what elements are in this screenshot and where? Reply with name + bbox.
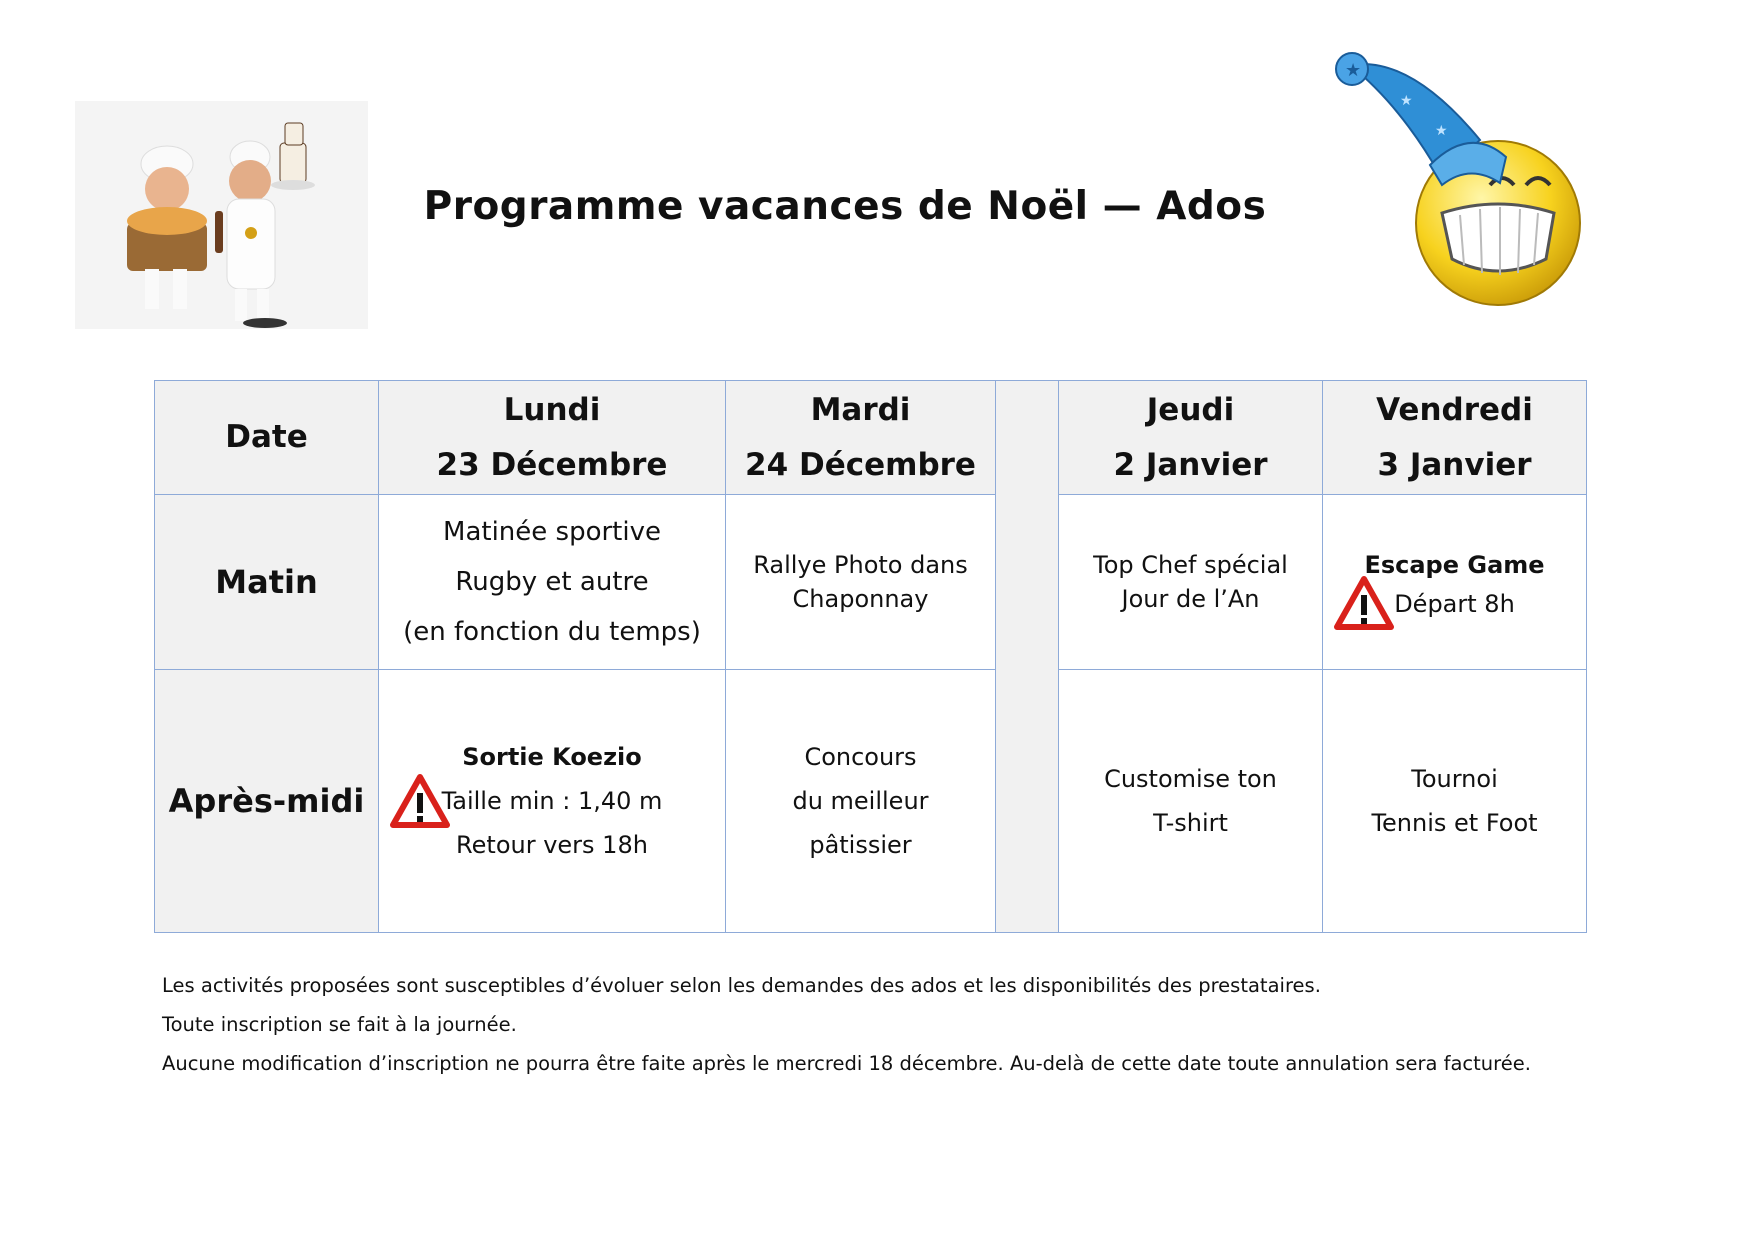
activity-line: Taille min : 1,40 m — [441, 787, 663, 815]
apres-midi-row — [155, 670, 1587, 933]
day-date: 2 Janvier — [1113, 446, 1268, 483]
activity-title: Escape Game — [1364, 551, 1545, 579]
warning-triangle-icon — [1333, 575, 1395, 631]
activity-line: pâtissier — [809, 831, 912, 859]
svg-text:★: ★ — [1345, 60, 1362, 81]
warning-line — [1323, 587, 1586, 621]
activity-line: T-shirt — [1153, 809, 1228, 837]
row-label-apres-midi: Après-midi — [155, 670, 379, 933]
activity-line: Tournoi — [1411, 765, 1498, 793]
activity-line: Matinée sportive — [443, 517, 661, 547]
cell-apres-midi-vendredi — [1323, 670, 1587, 933]
schedule-table — [154, 380, 1587, 933]
row-label-matin: Matin — [155, 495, 379, 670]
activity-line: Rallye Photo dans — [753, 551, 968, 579]
activity-line: (en fonction du temps) — [403, 617, 701, 647]
date-header: Date — [155, 381, 379, 495]
activity-line: du meilleur — [792, 787, 929, 815]
activity-note: Départ 8h — [1394, 590, 1515, 618]
header-row — [155, 381, 1587, 495]
warning-line — [379, 779, 725, 823]
activity-line: Chaponnay — [792, 585, 929, 613]
cell-apres-midi-mardi — [726, 670, 996, 933]
day-name: Mardi — [810, 391, 911, 428]
activity-line: Top Chef spécial — [1093, 551, 1288, 579]
day-name: Lundi — [503, 391, 601, 428]
note-line: Toute inscription se fait à la journée. — [162, 1013, 517, 1036]
svg-text:★: ★ — [1435, 123, 1448, 139]
page-title: Programme vacances de Noël — Ados — [423, 184, 1267, 229]
day-date: 3 Janvier — [1377, 446, 1532, 483]
activity-line: Retour vers 18h — [456, 831, 648, 859]
svg-text:★: ★ — [1400, 93, 1413, 109]
day-name: Vendredi — [1376, 391, 1533, 428]
activity-title: Sortie Koezio — [462, 743, 642, 771]
cell-matin-vendredi — [1323, 495, 1587, 670]
cell-apres-midi-jeudi — [1059, 670, 1323, 933]
activity-line: Customise ton — [1104, 765, 1277, 793]
note-line: Aucune modification d’inscription ne pourra être faite après le mercredi 18 décembre. Au-delà de cette date toute annulation sera facturée. — [162, 1052, 1531, 1075]
day-header-mardi — [726, 381, 996, 495]
warning-triangle-icon — [389, 773, 451, 829]
day-header-vendredi — [1323, 381, 1587, 495]
cell-apres-midi-lundi — [379, 670, 726, 933]
day-header-jeudi — [1059, 381, 1323, 495]
cell-matin-jeudi — [1059, 495, 1323, 670]
note-line: Les activités proposées sont susceptibles d’évoluer selon les demandes des ados et les disponibilités des prestataires. — [162, 974, 1321, 997]
party-hat-smiley-icon — [1330, 45, 1610, 315]
day-header-lundi — [379, 381, 726, 495]
activity-line: Tennis et Foot — [1371, 809, 1538, 837]
footer-notes — [162, 966, 1531, 1083]
activity-line: Rugby et autre — [455, 567, 649, 597]
activity-line: Concours — [804, 743, 917, 771]
cell-matin-mardi — [726, 495, 996, 670]
matin-row — [155, 495, 1587, 670]
activity-line: Jour de l’An — [1121, 585, 1260, 613]
day-name: Jeudi — [1146, 391, 1235, 428]
cell-matin-lundi — [379, 495, 726, 670]
holiday-gap-column — [996, 381, 1059, 933]
day-date: 24 Décembre — [745, 446, 976, 483]
day-date: 23 Décembre — [436, 446, 668, 483]
